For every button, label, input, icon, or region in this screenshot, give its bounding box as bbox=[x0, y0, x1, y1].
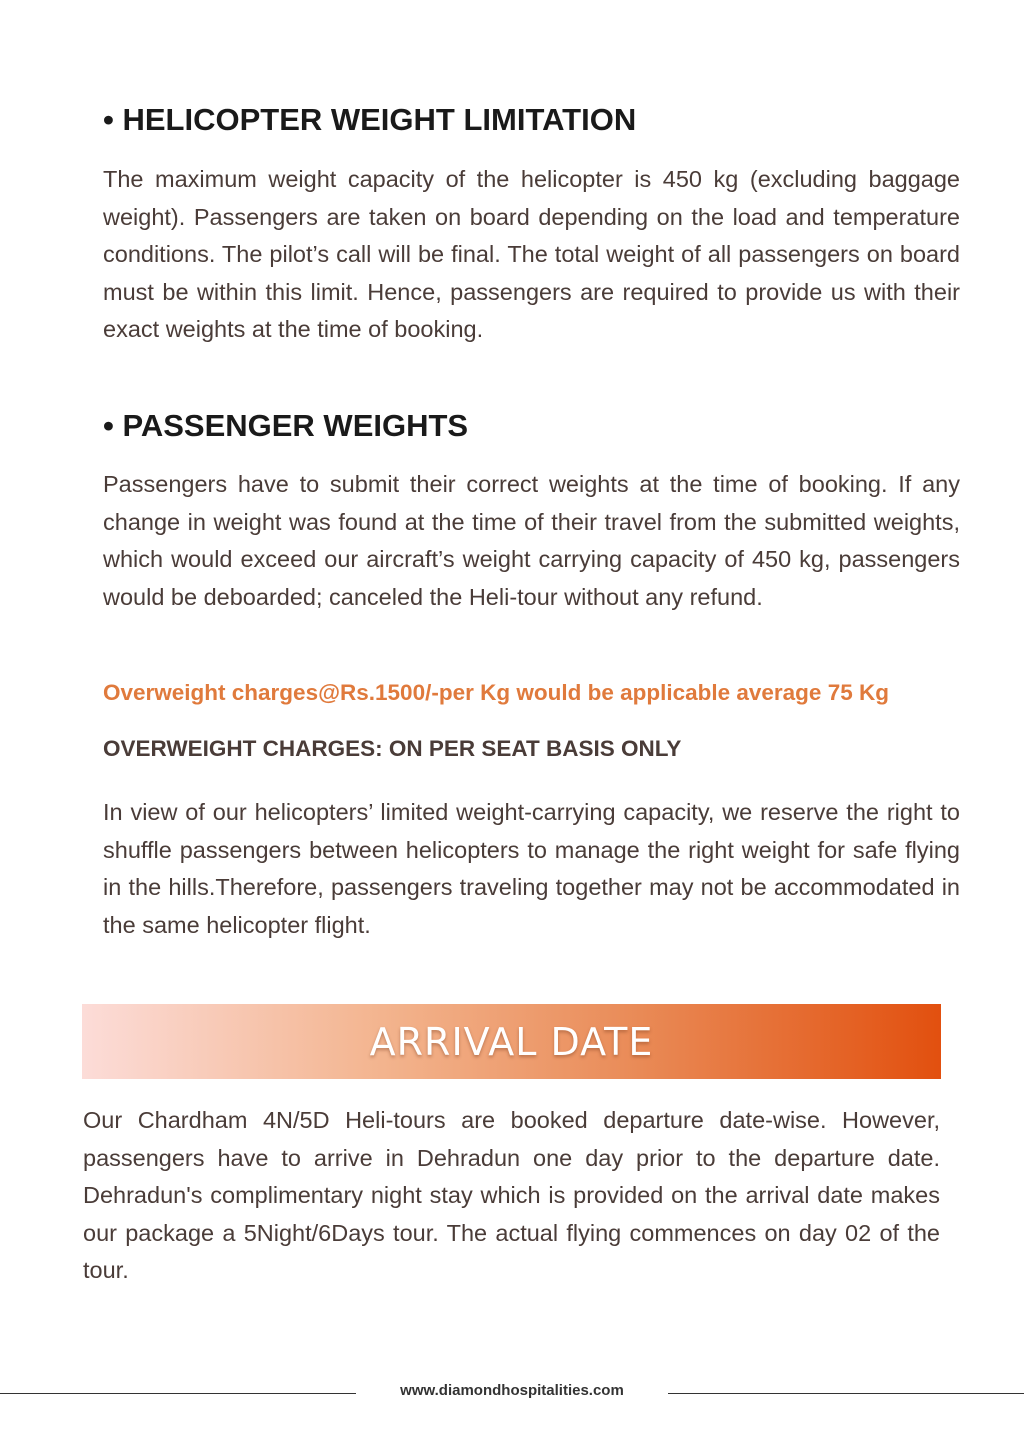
overweight-charges-note: Overweight charges@Rs.1500/-per Kg would be applicable average 75 Kg bbox=[103, 680, 889, 705]
arrival-date-title: ARRIVAL DATE bbox=[369, 1019, 654, 1064]
arrival-date-banner bbox=[82, 1004, 941, 1079]
footer bbox=[0, 1382, 1024, 1399]
footer-website-link[interactable]: www.diamondhospitalities.com bbox=[390, 1382, 634, 1399]
weight-limitation-paragraph: The maximum weight capacity of the helicopter is 450 kg (excluding baggage weight). Passengers are taken on board depending on the load and temperature conditions. The pilot’s call will be final. The total weight of all passengers on board must be within this limit. Hence, passengers are required to provide us with their exact weights at the time of booking. bbox=[103, 166, 960, 342]
shuffle-passengers-paragraph: In view of our helicopters’ limited weight-carrying capacity, we reserve the right to shuffle passengers between helicopters to manage the right weight for safe flying in the hills.Therefore, passengers traveling together may not be accommodated in the same helicopter flight. bbox=[103, 799, 960, 938]
passenger-weights-paragraph: Passengers have to submit their correct weights at the time of booking. If any change in weight was found at the time of their travel from the submitted weights, which would exceed our aircraft’s weight carrying capacity of 450 kg, passengers would be deboarded; canceled the Heli-tour without any refund. bbox=[103, 471, 960, 610]
overweight-per-seat-note: OVERWEIGHT CHARGES: ON PER SEAT BASIS ONLY bbox=[103, 736, 682, 761]
section-heading-passenger-weights: • PASSENGER WEIGHTS bbox=[103, 408, 469, 443]
section-heading-weight-limitation: • HELICOPTER WEIGHT LIMITATION bbox=[103, 102, 637, 137]
arrival-date-paragraph: Our Chardham 4N/5D Heli-tours are booked departure date-wise. However, passengers have to arrive in Dehradun one day prior to the departure date. Dehradun's complimentary night stay which is provided on the arrival date makes our package a 5Night/6Days tour. The actual flying commences on day 02 of the tour. bbox=[83, 1107, 940, 1283]
